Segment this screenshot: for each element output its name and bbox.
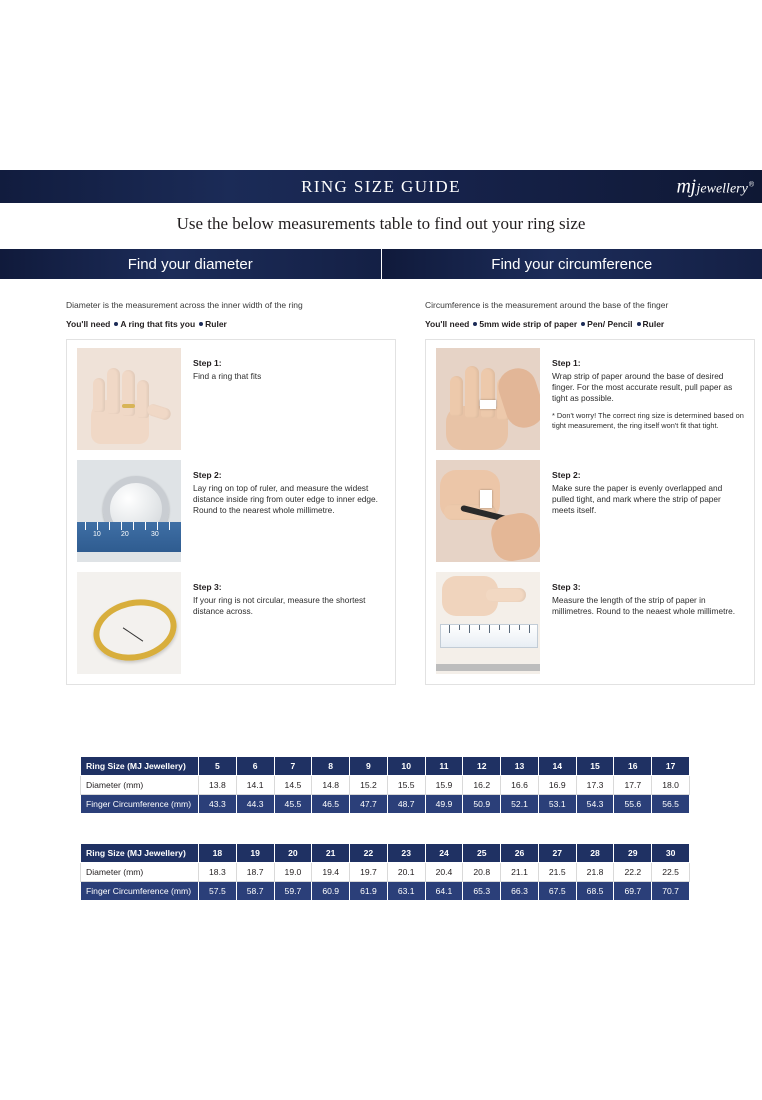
table-2-size-7: 25 — [463, 844, 501, 863]
diameter-step-3-text — [193, 572, 385, 674]
table-row — [81, 795, 690, 814]
table-1-diameter-0: 13.8 — [199, 776, 237, 795]
circumference-step-3-body: Measure the length of the strip of paper in millimetres. Round to the neaest whole millimetre. — [552, 595, 736, 616]
measure-paper-with-ruler-image — [436, 572, 540, 674]
table-2-diameter-4: 19.7 — [350, 863, 388, 882]
table-1-diameter-1: 14.1 — [236, 776, 274, 795]
diameter-step-3-title: Step 3: — [193, 582, 222, 593]
circumference-step-2-title: Step 2: — [552, 470, 581, 481]
circumference-description: Circumference is the measurement around the base of the finger — [425, 300, 669, 310]
table-1-circumference-10: 54.3 — [576, 795, 614, 814]
circumference-need-item-1 — [581, 319, 632, 329]
table-row — [81, 882, 690, 901]
mark-paper-strip-image — [436, 460, 540, 562]
table-1-circumference-7: 50.9 — [463, 795, 501, 814]
table-2-size-2: 20 — [274, 844, 312, 863]
diameter-step-3 — [77, 572, 385, 674]
table-row — [81, 757, 690, 776]
table-1-size-0: 5 — [199, 757, 237, 776]
table-1-diameter-11: 17.7 — [614, 776, 652, 795]
diameter-step-2 — [77, 460, 385, 562]
table-1-size-6: 11 — [425, 757, 463, 776]
table-1-circumference-0: 43.3 — [199, 795, 237, 814]
table-2-size-12: 30 — [652, 844, 690, 863]
circumference-steps-box — [425, 339, 755, 685]
brand-mj: mj — [676, 175, 696, 197]
table-1-circumference-6: 49.9 — [425, 795, 463, 814]
gold-ring-image — [77, 572, 181, 674]
table-1-circumference-3: 46.5 — [312, 795, 350, 814]
circumference-need-item-1-label: Pen/ Pencil — [587, 319, 633, 330]
table-1-size-11: 16 — [614, 757, 652, 776]
bullet-icon — [473, 322, 477, 326]
table-2-circumference-4: 61.9 — [350, 882, 388, 901]
table-1-size-8: 13 — [501, 757, 539, 776]
page-subtitle: Use the below measurements table to find out your ring size — [0, 203, 762, 245]
diameter-need-label: You'll need — [66, 319, 111, 330]
circumference-step-2 — [436, 460, 744, 562]
table-1-size-7: 12 — [463, 757, 501, 776]
circumference-step-2-body: Make sure the paper is evenly overlapped and pulled tight, and mark where the strip of paper meets itself. — [552, 483, 723, 515]
table-1-size-5: 10 — [387, 757, 425, 776]
circumference-requirements — [425, 319, 755, 329]
table-2-circumference-9: 67.5 — [538, 882, 576, 901]
circumference-step-1 — [436, 348, 744, 450]
table-1-diameter-3: 14.8 — [312, 776, 350, 795]
table-1-size-12: 17 — [652, 757, 690, 776]
table-1-circumference-1: 44.3 — [236, 795, 274, 814]
table-2-diameter-2: 19.0 — [274, 863, 312, 882]
hand-with-ring-image — [77, 348, 181, 450]
table-2-circumference-10: 68.5 — [576, 882, 614, 901]
table-2-circumference-3: 60.9 — [312, 882, 350, 901]
table-2-size-9: 27 — [538, 844, 576, 863]
circumference-step-1-body: Wrap strip of paper around the base of desired finger. For the most accurate result, pull paper as tight as possible. — [552, 371, 733, 403]
diameter-step-2-text — [193, 460, 385, 562]
circumference-need-item-0-label: 5mm wide strip of paper — [479, 319, 578, 330]
table-1-size-4: 9 — [350, 757, 388, 776]
bullet-icon — [199, 322, 203, 326]
diameter-step-1 — [77, 348, 385, 450]
section-heading-diameter: Find your diameter — [0, 249, 381, 279]
wrap-paper-around-finger-image — [436, 348, 540, 450]
table-2-diameter-5: 20.1 — [387, 863, 425, 882]
bullet-icon — [637, 322, 641, 326]
table-2-diameter-6: 20.4 — [425, 863, 463, 882]
diameter-steps-box — [66, 339, 396, 685]
table-2-size-0: 18 — [199, 844, 237, 863]
table-2-circumference-8: 66.3 — [501, 882, 539, 901]
circumference-step-3-text — [552, 572, 744, 674]
section-heading-circumference: Find your circumference — [381, 249, 762, 279]
bullet-icon — [114, 322, 118, 326]
table-2-diameter-9: 21.5 — [538, 863, 576, 882]
circumference-need-item-2-label: Ruler — [642, 319, 665, 330]
diameter-description: Diameter is the measurement across the inner width of the ring — [66, 300, 303, 310]
diameter-need-item-0-label: A ring that fits you — [120, 319, 196, 330]
table-1-size-2: 7 — [274, 757, 312, 776]
bullet-icon — [581, 322, 585, 326]
table-1-size-9: 14 — [538, 757, 576, 776]
table-2-diameter-1: 18.7 — [236, 863, 274, 882]
table-2-diameter-0: 18.3 — [199, 863, 237, 882]
table-2-size-5: 23 — [387, 844, 425, 863]
table-1-diameter-4: 15.2 — [350, 776, 388, 795]
table-2-diameter-11: 22.2 — [614, 863, 652, 882]
table-2-diameter-12: 22.5 — [652, 863, 690, 882]
page-title: RING SIZE GUIDE — [301, 176, 461, 196]
table-2-circumference-6: 64.1 — [425, 882, 463, 901]
table-1-size-1: 6 — [236, 757, 274, 776]
table-2-diameter-7: 20.8 — [463, 863, 501, 882]
table-2-circumference-12: 70.7 — [652, 882, 690, 901]
table-1-diameter-8: 16.6 — [501, 776, 539, 795]
circumference-step-2-text — [552, 460, 744, 562]
brand-word: jewellery — [696, 181, 748, 196]
table-1-row-label-diameter: Diameter (mm) — [81, 776, 199, 795]
header-bar — [0, 170, 762, 203]
table-1-size-3: 8 — [312, 757, 350, 776]
table-1-circumference-11: 55.6 — [614, 795, 652, 814]
table-2-size-10: 28 — [576, 844, 614, 863]
table-1-circumference-12: 56.5 — [652, 795, 690, 814]
table-2-size-6: 24 — [425, 844, 463, 863]
section-heading-row — [0, 249, 762, 279]
table-2-row-label-diameter: Diameter (mm) — [81, 863, 199, 882]
table-2-circumference-7: 65.3 — [463, 882, 501, 901]
table-2-size-1: 19 — [236, 844, 274, 863]
circumference-step-3 — [436, 572, 744, 674]
table-1-diameter-10: 17.3 — [576, 776, 614, 795]
size-table-2 — [80, 843, 690, 901]
table-1-diameter-5: 15.5 — [387, 776, 425, 795]
diameter-step-1-text — [193, 348, 261, 450]
table-2-diameter-3: 19.4 — [312, 863, 350, 882]
size-table-1 — [80, 756, 690, 814]
table-2-circumference-1: 58.7 — [236, 882, 274, 901]
table-1-row-label-circumference: Finger Circumference (mm) — [81, 795, 199, 814]
table-1-diameter-6: 15.9 — [425, 776, 463, 795]
table-row — [81, 844, 690, 863]
table-2-row-label-circumference: Finger Circumference (mm) — [81, 882, 199, 901]
table-1-diameter-7: 16.2 — [463, 776, 501, 795]
table-2-circumference-11: 69.7 — [614, 882, 652, 901]
diameter-step-1-title: Step 1: — [193, 358, 222, 369]
brand-logo — [677, 175, 754, 198]
brand-registered-mark: ® — [748, 181, 754, 188]
circumference-step-1-text — [552, 348, 744, 450]
diameter-step-2-title: Step 2: — [193, 470, 222, 481]
diameter-need-item-0 — [114, 319, 195, 329]
table-1-circumference-4: 47.7 — [350, 795, 388, 814]
table-1-circumference-9: 53.1 — [538, 795, 576, 814]
diameter-need-item-1-label: Ruler — [205, 319, 227, 330]
circumference-need-label: You'll need — [425, 319, 470, 330]
table-2-circumference-5: 63.1 — [387, 882, 425, 901]
diameter-step-2-body: Lay ring on top of ruler, and measure the widest distance inside ring from outer edge to inner edge. Round to the nearest whole millimetre. — [193, 483, 378, 515]
table-2-size-8: 26 — [501, 844, 539, 863]
table-1-row-label-size: Ring Size (MJ Jewellery) — [81, 757, 199, 776]
circumference-step-1-title: Step 1: — [552, 358, 581, 369]
table-1-circumference-8: 52.1 — [501, 795, 539, 814]
table-1-circumference-5: 48.7 — [387, 795, 425, 814]
diameter-requirements — [66, 319, 396, 329]
diameter-step-3-body: If your ring is not circular, measure the shortest distance across. — [193, 595, 366, 616]
circumference-column — [425, 300, 755, 685]
circumference-need-item-0 — [473, 319, 577, 329]
table-2-diameter-10: 21.8 — [576, 863, 614, 882]
table-2-size-3: 21 — [312, 844, 350, 863]
table-2-size-11: 29 — [614, 844, 652, 863]
diameter-column — [66, 300, 396, 685]
diameter-step-1-body: Find a ring that fits — [193, 371, 262, 382]
circumference-step-1-note: * Don't worry! The correct ring size is determined based on tight measurement, the ring itself won't fit that tight. — [552, 410, 744, 430]
table-row — [81, 863, 690, 882]
ring-on-ruler-image: 10 20 30 — [77, 460, 181, 562]
table-2-diameter-8: 21.1 — [501, 863, 539, 882]
table-1-diameter-12: 18.0 — [652, 776, 690, 795]
table-1-diameter-9: 16.9 — [538, 776, 576, 795]
table-row — [81, 776, 690, 795]
circumference-step-3-title: Step 3: — [552, 582, 581, 593]
table-1-size-10: 15 — [576, 757, 614, 776]
table-2-row-label-size: Ring Size (MJ Jewellery) — [81, 844, 199, 863]
diameter-need-item-1 — [199, 319, 227, 329]
table-1-diameter-2: 14.5 — [274, 776, 312, 795]
circumference-need-item-2 — [637, 319, 665, 329]
table-2-circumference-0: 57.5 — [199, 882, 237, 901]
table-1-circumference-2: 45.5 — [274, 795, 312, 814]
table-2-circumference-2: 59.7 — [274, 882, 312, 901]
table-2-size-4: 22 — [350, 844, 388, 863]
